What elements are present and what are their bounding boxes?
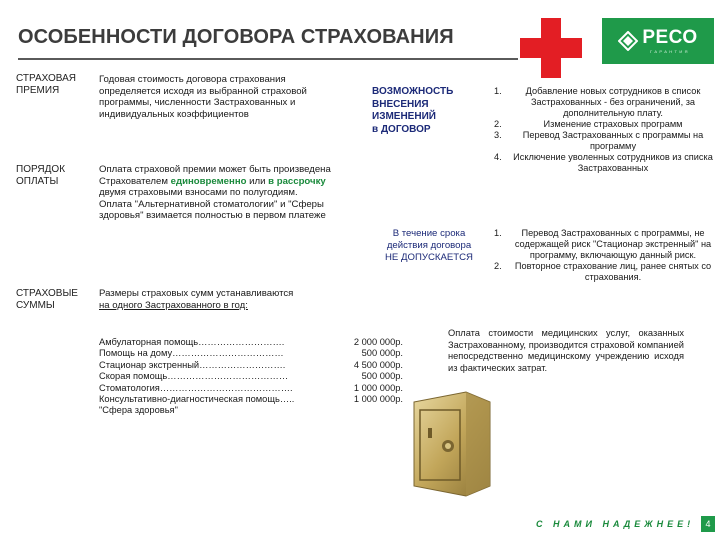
safe-icon: [404, 388, 496, 500]
table-row: [99, 405, 405, 416]
payment-text-3: двумя страховыми взносами по полугодиям.: [99, 187, 298, 199]
sum-value: 1 000 000р.: [353, 394, 403, 405]
red-cross-icon: [520, 18, 582, 78]
item-text: Добавление новых сотрудников в список Застрахованных - без ограничений, за дополнительную плату.: [525, 86, 701, 118]
sum-value: 4 500 000р.: [353, 359, 403, 370]
list-item: [494, 228, 716, 261]
sum-name: Скорая помощь…………………………………: [99, 371, 289, 382]
sum-value: 500 000р.: [361, 371, 403, 382]
payment-text-1: Оплата страховой премии может быть произведена Страхователем: [99, 164, 331, 187]
sums-text: [99, 288, 299, 311]
payment-label-line-1: ПОРЯДОК: [16, 164, 66, 175]
changes-list: [494, 86, 716, 174]
item-number: 1.: [494, 228, 502, 238]
sum-name: Амбулаторная помощь……………………….: [99, 337, 285, 347]
forbidden-heading: [370, 228, 488, 264]
payment-label: [16, 164, 65, 188]
item-text: Изменение страховых программ: [543, 119, 683, 129]
table-row: [99, 383, 405, 394]
item-text: Перевод Застрахованных с программы на программу: [522, 130, 704, 151]
forbidden-heading-3: НЕ ДОПУСКАЕТСЯ: [385, 252, 473, 263]
payment-note: Оплата стоимости медицинских услуг, оказанных Застрахованному, производится страховой компанией непосредственно медицинскому учреждению исходя из фактических затрат.: [448, 328, 684, 373]
sums-label-line-1: СТРАХОВЫЕ: [16, 288, 78, 299]
item-number: 3.: [494, 130, 502, 140]
sums-text-2: на одного Застрахованного в год:: [99, 299, 248, 311]
list-item: [494, 130, 716, 152]
item-number: 2.: [494, 119, 502, 129]
sum-name: "Сфера здоровья": [99, 405, 178, 416]
page-title: ОСОБЕННОСТИ ДОГОВОРА СТРАХОВАНИЯ: [18, 26, 454, 48]
item-number: 1.: [494, 86, 502, 96]
forbidden-heading-2: действия договора: [386, 240, 472, 251]
table-row: [99, 371, 405, 382]
changes-heading-3: ИЗМЕНЕНИЙ: [372, 111, 436, 122]
sums-table: [99, 337, 405, 417]
sum-name: Помощь на дому………………………………: [99, 348, 284, 359]
payment-text-or: или: [249, 175, 266, 187]
premium-label: [16, 73, 76, 97]
list-item: [494, 86, 716, 119]
payment-text-4: Оплата "Альтернативной стоматологии" и "Сферы здоровья" взимается полностью в первом платеже: [99, 198, 326, 222]
forbidden-heading-1: В течение срока: [392, 228, 466, 239]
payment-text: [99, 164, 331, 222]
premium-label-line-2: ПРЕМИЯ: [16, 85, 60, 96]
sum-name: Стоматология…………………………………….: [99, 382, 293, 393]
page-number: 4: [701, 516, 715, 532]
changes-heading: [372, 86, 482, 136]
sum-name: Консультативно-диагностическая помощь…..: [99, 394, 295, 405]
sums-label: [16, 288, 78, 312]
payment-label-line-2: ОПЛАТЫ: [16, 176, 59, 187]
sum-value: 1 000 000р.: [353, 382, 403, 393]
item-number: 4.: [494, 152, 502, 162]
premium-label-line-1: СТРАХОВАЯ: [16, 73, 77, 84]
sum-value: [335, 405, 403, 416]
changes-heading-4a: в: [372, 123, 379, 135]
item-text: Перевод Застрахованных с программы, не содержащей риск "Стационар экстренный" на программу, включающую данный риск.: [514, 228, 712, 260]
changes-heading-1: ВОЗМОЖНОСТЬ: [372, 86, 454, 97]
footer-slogan: С НАМИ НАДЕЖНЕЕ!: [536, 519, 695, 529]
payment-installments: в рассрочку: [268, 175, 326, 187]
premium-text: Годовая стоимость договора страхования определяется исходя из выбранной страховой программы, численности Застрахованных и индивидуальных коэффициентов: [99, 74, 307, 120]
sums-text-1: Размеры страховых сумм устанавливаются: [99, 288, 294, 299]
sum-name: Стационар экстренный……………………….: [99, 359, 286, 370]
payment-lump-sum: единовременно: [170, 175, 247, 187]
table-row: [99, 337, 405, 348]
reso-logo: [602, 18, 714, 64]
list-item: [494, 152, 716, 174]
sum-value: 2 000 000р.: [353, 337, 403, 347]
logo-subtext: ГАРАНТИЯ: [650, 48, 690, 54]
table-row: [99, 348, 405, 359]
sum-value: 500 000р.: [361, 348, 403, 359]
changes-heading-2: ВНЕСЕНИЯ: [372, 98, 429, 110]
changes-heading-4b: ДОГОВОР: [380, 123, 431, 135]
item-text: Повторное страхование лиц, ранее снятых со страхования.: [514, 261, 712, 282]
list-item: [494, 261, 716, 283]
table-row: [99, 360, 405, 371]
list-item: [494, 119, 716, 130]
logo-emblem-icon: [618, 31, 638, 51]
table-row: [99, 394, 405, 405]
forbidden-list: [494, 228, 716, 283]
item-text: Исключение уволенных сотрудников из списка Застрахованных: [513, 152, 713, 173]
sums-label-line-2: СУММЫ: [16, 300, 55, 311]
title-underline: [18, 58, 518, 60]
logo-text: РЕСО: [642, 26, 698, 48]
item-number: 2.: [494, 261, 502, 271]
